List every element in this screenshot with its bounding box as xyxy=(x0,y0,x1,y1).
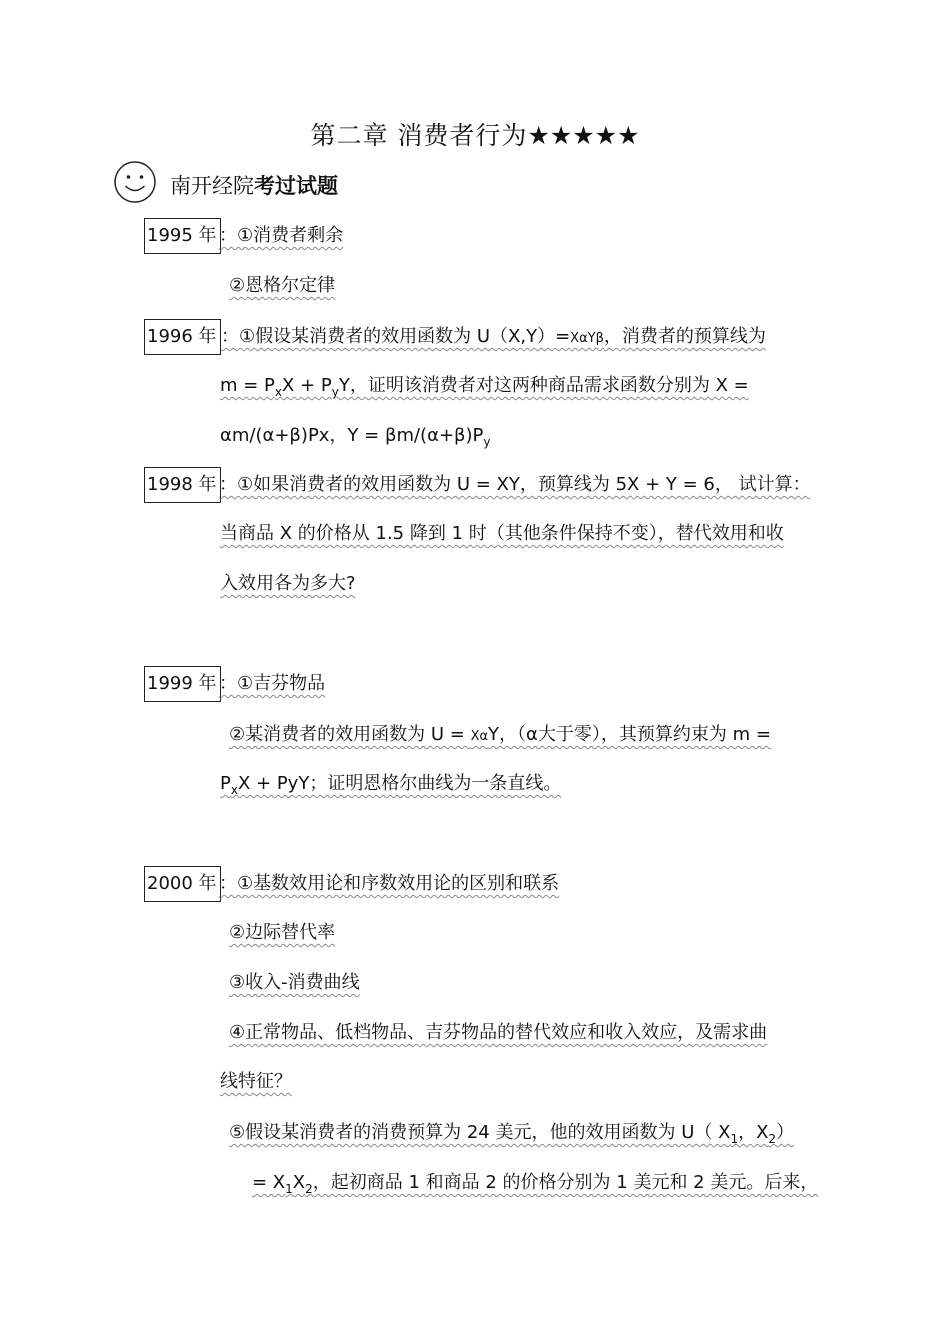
q-2000-5-cont: = $X_1X_2$，起初商品 1 和商品 2 的价格分别为 1 美元和 2 美元。后来， xyxy=(252,1172,819,1196)
year-1999-box: 1999 年 xyxy=(144,666,221,702)
q-1998-line3: 入效用各为多大? xyxy=(220,573,356,594)
year-2000-box: 2000 年 xyxy=(144,866,221,902)
q-1995-2: ②恩格尔定律 xyxy=(229,275,336,296)
q-2000-2: ②边际替代率 xyxy=(229,922,336,943)
title-stars: ★★★★★ xyxy=(527,121,640,150)
q-1999-1: ：①吉芬物品 xyxy=(219,673,326,694)
q-2000-3: ③收入-消费曲线 xyxy=(229,972,360,993)
smiley-face-icon xyxy=(113,160,157,204)
q-1996-line1: ：①假设某消费者的效用函数为 U（X,Y）=XαYβ，消费者的预算线为 xyxy=(221,326,766,347)
q-1996-line2: $m = P_xX + P_yY$，证明该消费者对这两种商品需求函数分别为 X = xyxy=(220,375,749,399)
q-2000-4: ④正常物品、低档物品、吉芬物品的替代效应和收入效应，及需求曲 xyxy=(229,1022,768,1043)
q-1999-2-cont: $P_xX$ + PyY；证明恩格尔曲线为一条直线。 xyxy=(220,773,562,797)
page-title xyxy=(0,116,950,152)
heading-prefix: 南开经院 xyxy=(170,174,254,198)
q-1999-2: ②某消费者的效用函数为 U = XαY，（α大于零），其预算约束为 m = xyxy=(229,724,771,745)
q-1995-1: ：①消费者剩余 xyxy=(219,225,344,246)
heading-bold: 考过试题 xyxy=(254,174,338,198)
year-1998-box: 1998 年 xyxy=(144,467,221,503)
year-1996-box: 1996 年 xyxy=(144,319,221,355)
year-1995-box: 1995 年 xyxy=(144,218,221,254)
q-2000-4-cont: 线特征？ xyxy=(220,1071,292,1092)
q-1996-line3: αm/(α+β)Px，$Y = \beta m/(\alpha+\beta)P_y$ xyxy=(220,425,491,449)
q-2000-5: ⑤假设某消费者的消费预算为 24 美元，他的效用函数为 U（ $X_1$，$X_2$） xyxy=(229,1122,795,1146)
title-text: 第二章 消费者行为 xyxy=(310,121,528,150)
q-1998-line2: 当商品 X 的价格从 1.5 降到 1 时（其他条件保持不变），替代效用和收 xyxy=(220,523,784,544)
q-1998-line1: ：①如果消费者的效用函数为 U = XY，预算线为 5X + Y = 6， 试计算： xyxy=(219,474,811,495)
q-2000-1: ：①基数效用论和序数效用论的区别和联系 xyxy=(219,873,560,894)
section-heading xyxy=(170,170,338,200)
